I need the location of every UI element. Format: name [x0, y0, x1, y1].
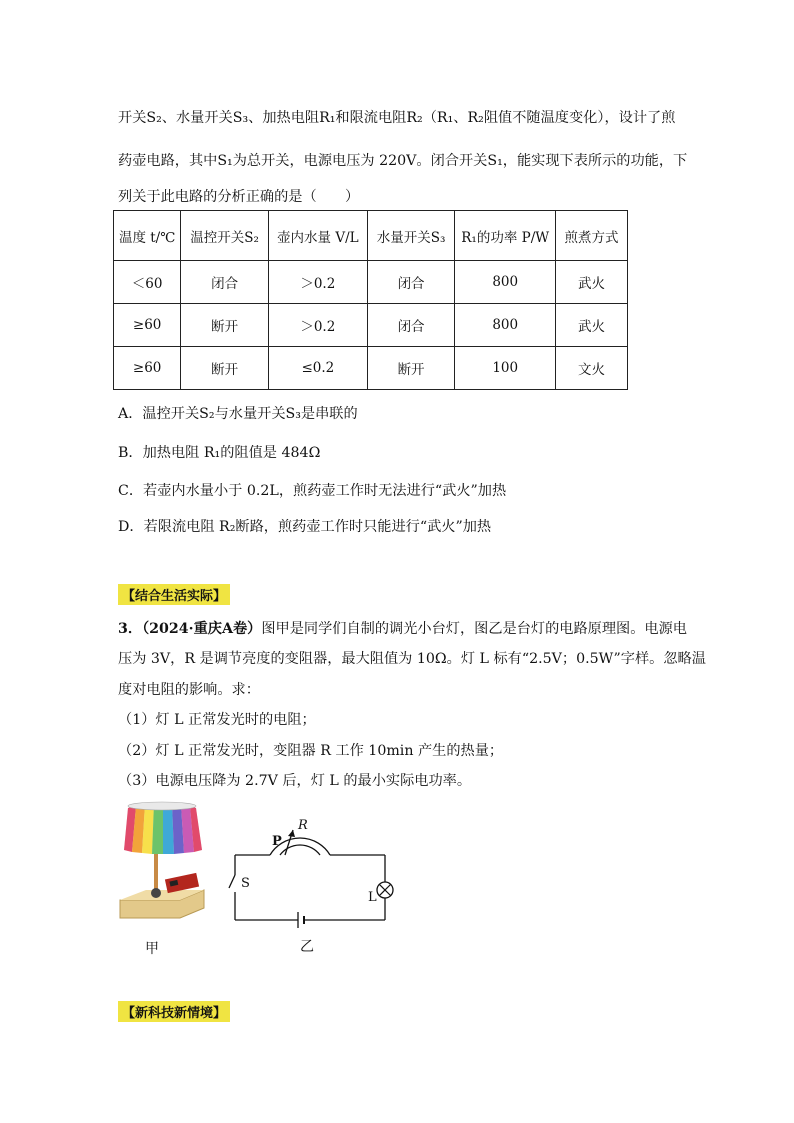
table-header-cell: 壶内水量 V/L	[268, 211, 367, 261]
table-cell: ≤0.2	[268, 347, 367, 390]
q3-number: 3．（2024·重庆A卷）	[118, 621, 262, 637]
table-row	[114, 304, 628, 347]
caption-jia: 甲	[145, 941, 159, 957]
table-cell: ≥60	[114, 347, 181, 390]
table-cell: 断开	[367, 347, 455, 390]
circuit-diagram	[225, 800, 400, 940]
section-tag-tech: 【新科技新情境】	[118, 1001, 230, 1022]
option-c: C．若壶内水量小于 0.2L，煎药壶工作时无法进行“武火”加热	[118, 483, 507, 499]
q3-sub-1: （1）灯 L 正常发光时的电阻；	[118, 712, 316, 728]
table-cell: 闭合	[367, 304, 455, 347]
table-cell: 闭合	[181, 261, 269, 304]
q3-line-1	[118, 619, 687, 639]
table-cell: ≥60	[114, 304, 181, 347]
table-cell: ＞0.2	[268, 304, 367, 347]
option-a: A．温控开关S₂与水量开关S₃是串联的	[118, 406, 358, 422]
option-d: D．若限流电阻 R₂断路，煎药壶工作时只能进行“武火”加热	[118, 519, 492, 535]
q3-sub-2: （2）灯 L 正常发光时，变阻器 R 工作 10min 产生的热量；	[118, 743, 504, 759]
q3-sub-3: （3）电源电压降为 2.7V 后，灯 L 的最小实际电功率。	[118, 773, 472, 789]
function-table	[113, 210, 628, 390]
table-row	[114, 347, 628, 390]
section-tag-life: 【结合生活实际】	[118, 584, 230, 605]
table-header-cell: 煎煮方式	[556, 211, 628, 261]
q3-line-3: 度对电阻的影响。求：	[118, 682, 260, 698]
table-row	[114, 261, 628, 304]
intro-line-1: 开关S₂、水量开关S₃、加热电阻R₁和限流电阻R₂（R₁、R₂阻值不随温度变化），设计了煎	[118, 110, 676, 126]
table-cell: ＞0.2	[268, 261, 367, 304]
table-header-cell: 水量开关S₃	[367, 211, 455, 261]
intro-line-3: 列关于此电路的分析正确的是（ ）	[118, 189, 360, 205]
table-cell: 闭合	[367, 261, 455, 304]
q3-line-2: 压为 3V，R 是调节亮度的变阻器，最大阻值为 10Ω。灯 L 标有“2.5V；0.5W”字样。忽略温	[118, 651, 706, 667]
desk-lamp-image	[118, 800, 208, 925]
table-header-cell: 温控开关S₂	[181, 211, 269, 261]
label-r: R	[298, 818, 308, 833]
caption-yi: 乙	[300, 939, 314, 955]
table-header-cell: R₁的功率 P/W	[455, 211, 556, 261]
option-b: B．加热电阻 R₁的阻值是 484Ω	[118, 445, 321, 461]
q3-text-1: 图甲是同学们自制的调光小台灯，图乙是台灯的电路原理图。电源电	[261, 621, 687, 637]
label-p: P	[272, 834, 282, 849]
table-cell: 武火	[556, 304, 628, 347]
table-header-row	[114, 211, 628, 261]
table-cell: 断开	[181, 347, 269, 390]
table-cell: 断开	[181, 304, 269, 347]
table-cell: 100	[455, 347, 556, 390]
intro-line-2: 药壶电路，其中S₁为总开关，电源电压为 220V。闭合开关S₁，能实现下表所示的功能，下	[118, 153, 688, 169]
label-l: L	[368, 890, 377, 905]
table-cell: 武火	[556, 261, 628, 304]
label-s: S	[241, 876, 250, 891]
table-cell: ＜60	[114, 261, 181, 304]
table-cell: 800	[455, 261, 556, 304]
table-cell: 800	[455, 304, 556, 347]
table-cell: 文火	[556, 347, 628, 390]
table-header-cell: 温度 t/℃	[114, 211, 181, 261]
